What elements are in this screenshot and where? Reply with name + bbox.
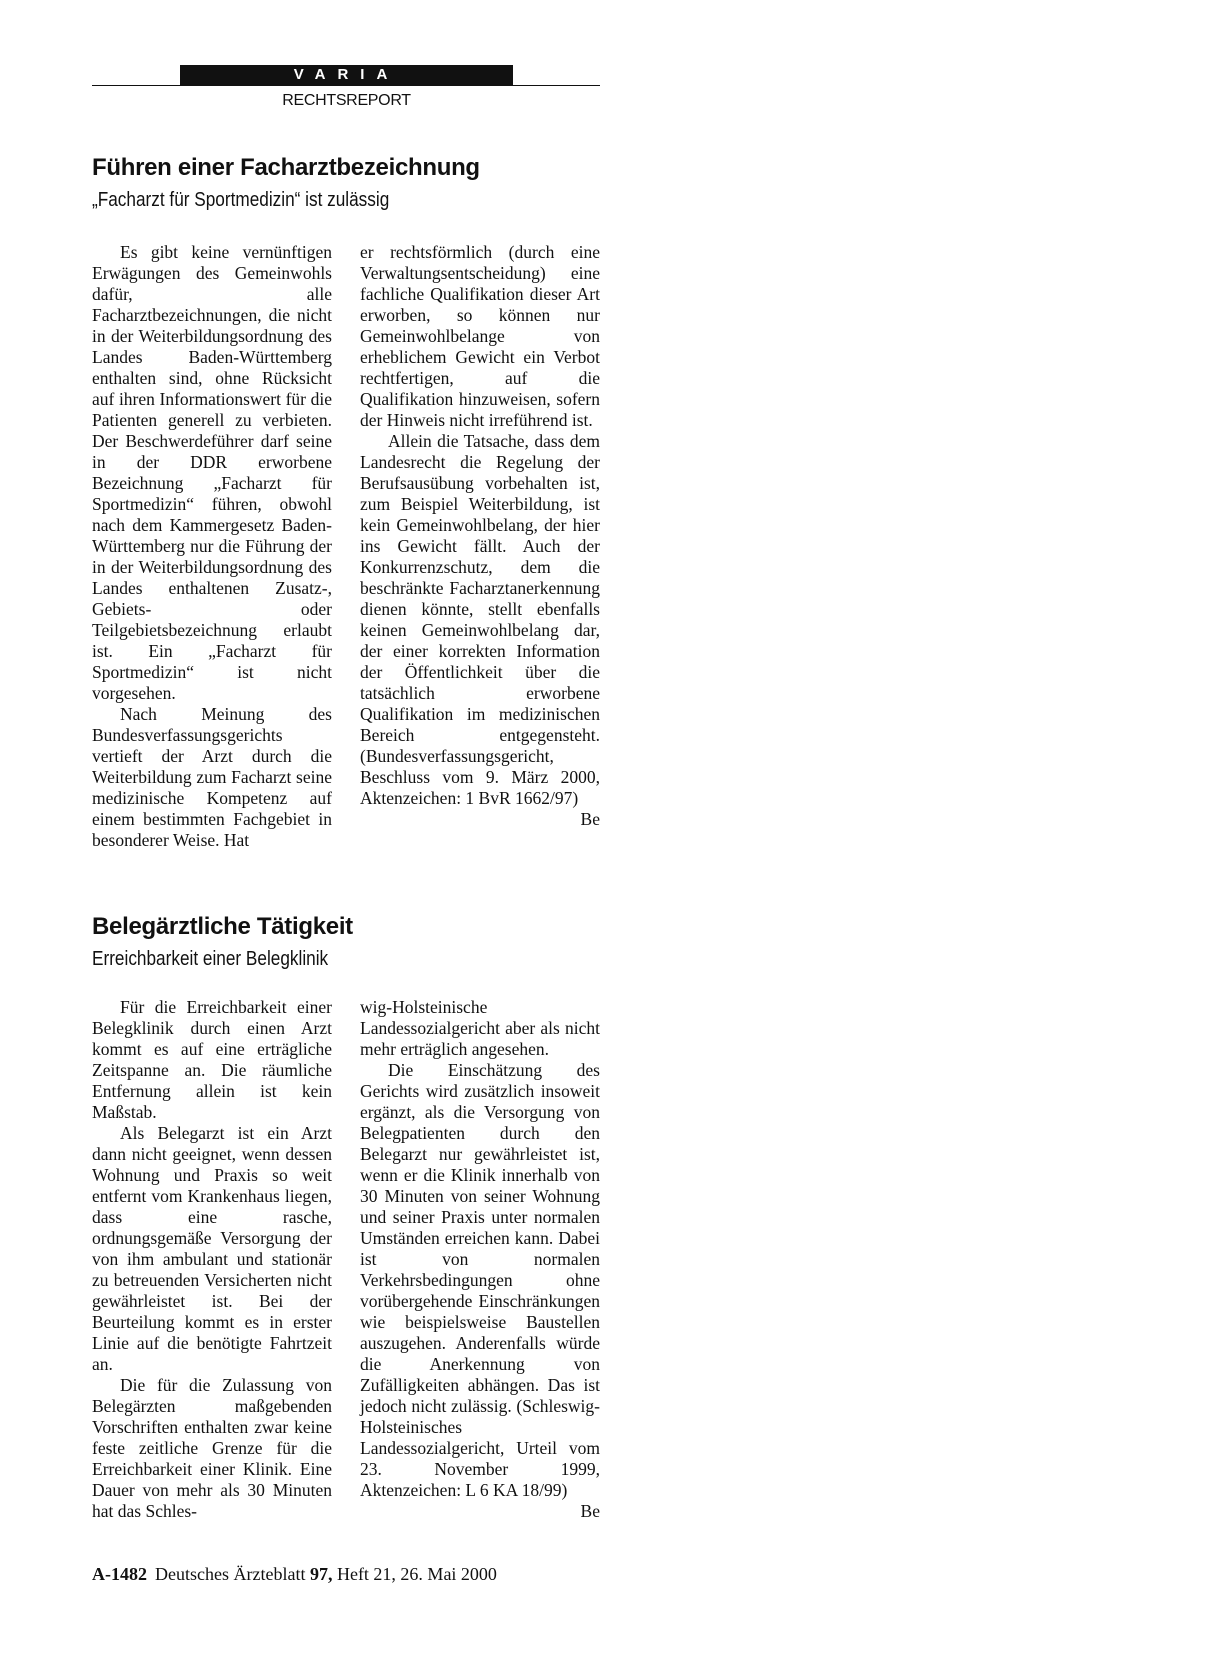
paragraph: er rechtsförmlich (durch eine Verwaltungsentscheidung) eine fachliche Qualifikation dieser Art erworben, so können nur Gemeinwohlbelange von erheblichem Gewicht ein Verbot rechtfertigen, auf die Qualifikation hinzuweisen, sofern der Hinweis nicht irreführend ist. [360,242,600,430]
journal-volume: 97, [309,1564,333,1584]
journal-issue: Heft 21, 26. Mai 2000 [336,1564,497,1584]
journal-name: Deutsches Ärzteblatt [155,1564,306,1584]
page-number: A-1482 [92,1564,147,1584]
paragraph: Die Einschätzung des Gerichts wird zusätzlich insoweit ergänzt, als die Versorgung von Belegpatienten durch den Belegarzt nur gewährleistet ist, wenn er die Klinik innerhalb von 30 Minuten von seiner Wohnung und seiner Praxis unter normalen Umständen erreichen kann. Dabei ist von normalen Verkehrsbedingungen ohne vorübergehende Einschränkungen wie beispielsweise Baustellen auszugehen. Anderenfalls würde die Anerkennung von Zufälligkeiten abhängen. Das ist jedoch nicht zulässig. (Schleswig-Holsteinisches Landessozialgericht, Urteil vom 23. November 1999, Aktenzeichen: L 6 KA 18/99) Be [360,1060,600,1521]
author-signature: Be [580,1501,600,1521]
column-right [360,997,600,1522]
section-label: VARIA [180,65,513,85]
paragraph: Für die Erreichbarkeit einer Belegklinik durch einen Arzt kommt es auf eine erträgliche Zeitspanne an. Die räumliche Entfernung allein ist kein Maßstab. [92,997,332,1122]
page-footer [92,1563,497,1585]
author-signature: Be [580,809,600,829]
paragraph: wig-Holsteinische Landessozialgericht aber als nicht mehr erträglich angesehen. [360,997,600,1059]
article-title: Belegärztliche Tätigkeit [92,913,353,940]
paragraph: Nach Meinung des Bundesverfassungsgerichts vertieft der Arzt durch die Weiterbildung zum Facharzt seine medizinische Kompetenz auf einem bestimmten Fachgebiet in besonderer Weise. Hat [92,704,332,850]
subsection-label: RECHTSREPORT [282,92,411,109]
article-facharztbezeichnung [92,153,600,850]
paragraph: Allein die Tatsache, dass dem Landesrecht die Regelung der Berufsausübung vorbehalten ist, zum Beispiel Weiterbildung, ist kein Gemeinwohlbelang, der hier ins Gewicht fällt. Auch der Konkurrenzschutz, dem die beschränkte Facharztanerkennung dienen könnte, stellt ebenfalls keinen Gemeinwohlbelang dar, der einer korrekten Information der Öffentlichkeit über die tatsächlich erworbene Qualifikation im medizinischen Bereich entgegensteht. (Bundesverfassungsgericht, Beschluss vom 9. März 2000, Aktenzeichen: 1 BvR 1662/97) Be [360,431,600,829]
column-left [92,997,332,1522]
column-left [92,242,332,851]
paragraph: Die für die Zulassung von Belegärzten maßgebenden Vorschriften enthalten zwar keine feste zeitliche Grenze für die Erreichbarkeit einer Klinik. Eine Dauer von mehr als 30 Minuten hat das Schles- [92,1375,332,1521]
paragraph: Es gibt keine vernünftigen Erwägungen des Gemeinwohls dafür, alle Facharztbezeichnungen, die nicht in der Weiterbildungsordnung des Landes Baden-Württemberg enthalten sind, ohne Rücksicht auf ihren Informationswert für die Patienten generell zu verbieten. Der Beschwerdeführer darf seine in der DDR erworbene Bezeichnung „Facharzt für Sportmedizin“ führen, obwohl nach dem Kammergesetz Baden-Württemberg nur die Führung der in der Weiterbildungsordnung des Landes enthaltenen Zusatz-, Gebiets- oder Teilgebietsbezeichnung erlaubt ist. Ein „Facharzt für Sportmedizin“ ist nicht vorgesehen. [92,242,332,703]
article-subtitle: Erreichbarkeit einer Belegklinik [92,948,329,970]
column-right [360,242,600,830]
article-subtitle: „Facharzt für Sportmedizin“ ist zulässig [92,189,390,211]
header-rule [92,85,600,86]
paragraph: Als Belegarzt ist ein Arzt dann nicht geeignet, wenn dessen Wohnung und Praxis so weit entfernt vom Krankenhaus liegen, dass eine rasche, ordnungsgemäße Versorgung der von ihm ambulant und stationär zu betreuenden Versicherten nicht gewährleistet ist. Bei der Beurteilung kommt es in erster Linie auf die benötigte Fahrtzeit an. [92,1123,332,1374]
article-title: Führen einer Facharztbezeichnung [92,154,480,181]
article-belegaerztliche-taetigkeit [92,912,600,1521]
